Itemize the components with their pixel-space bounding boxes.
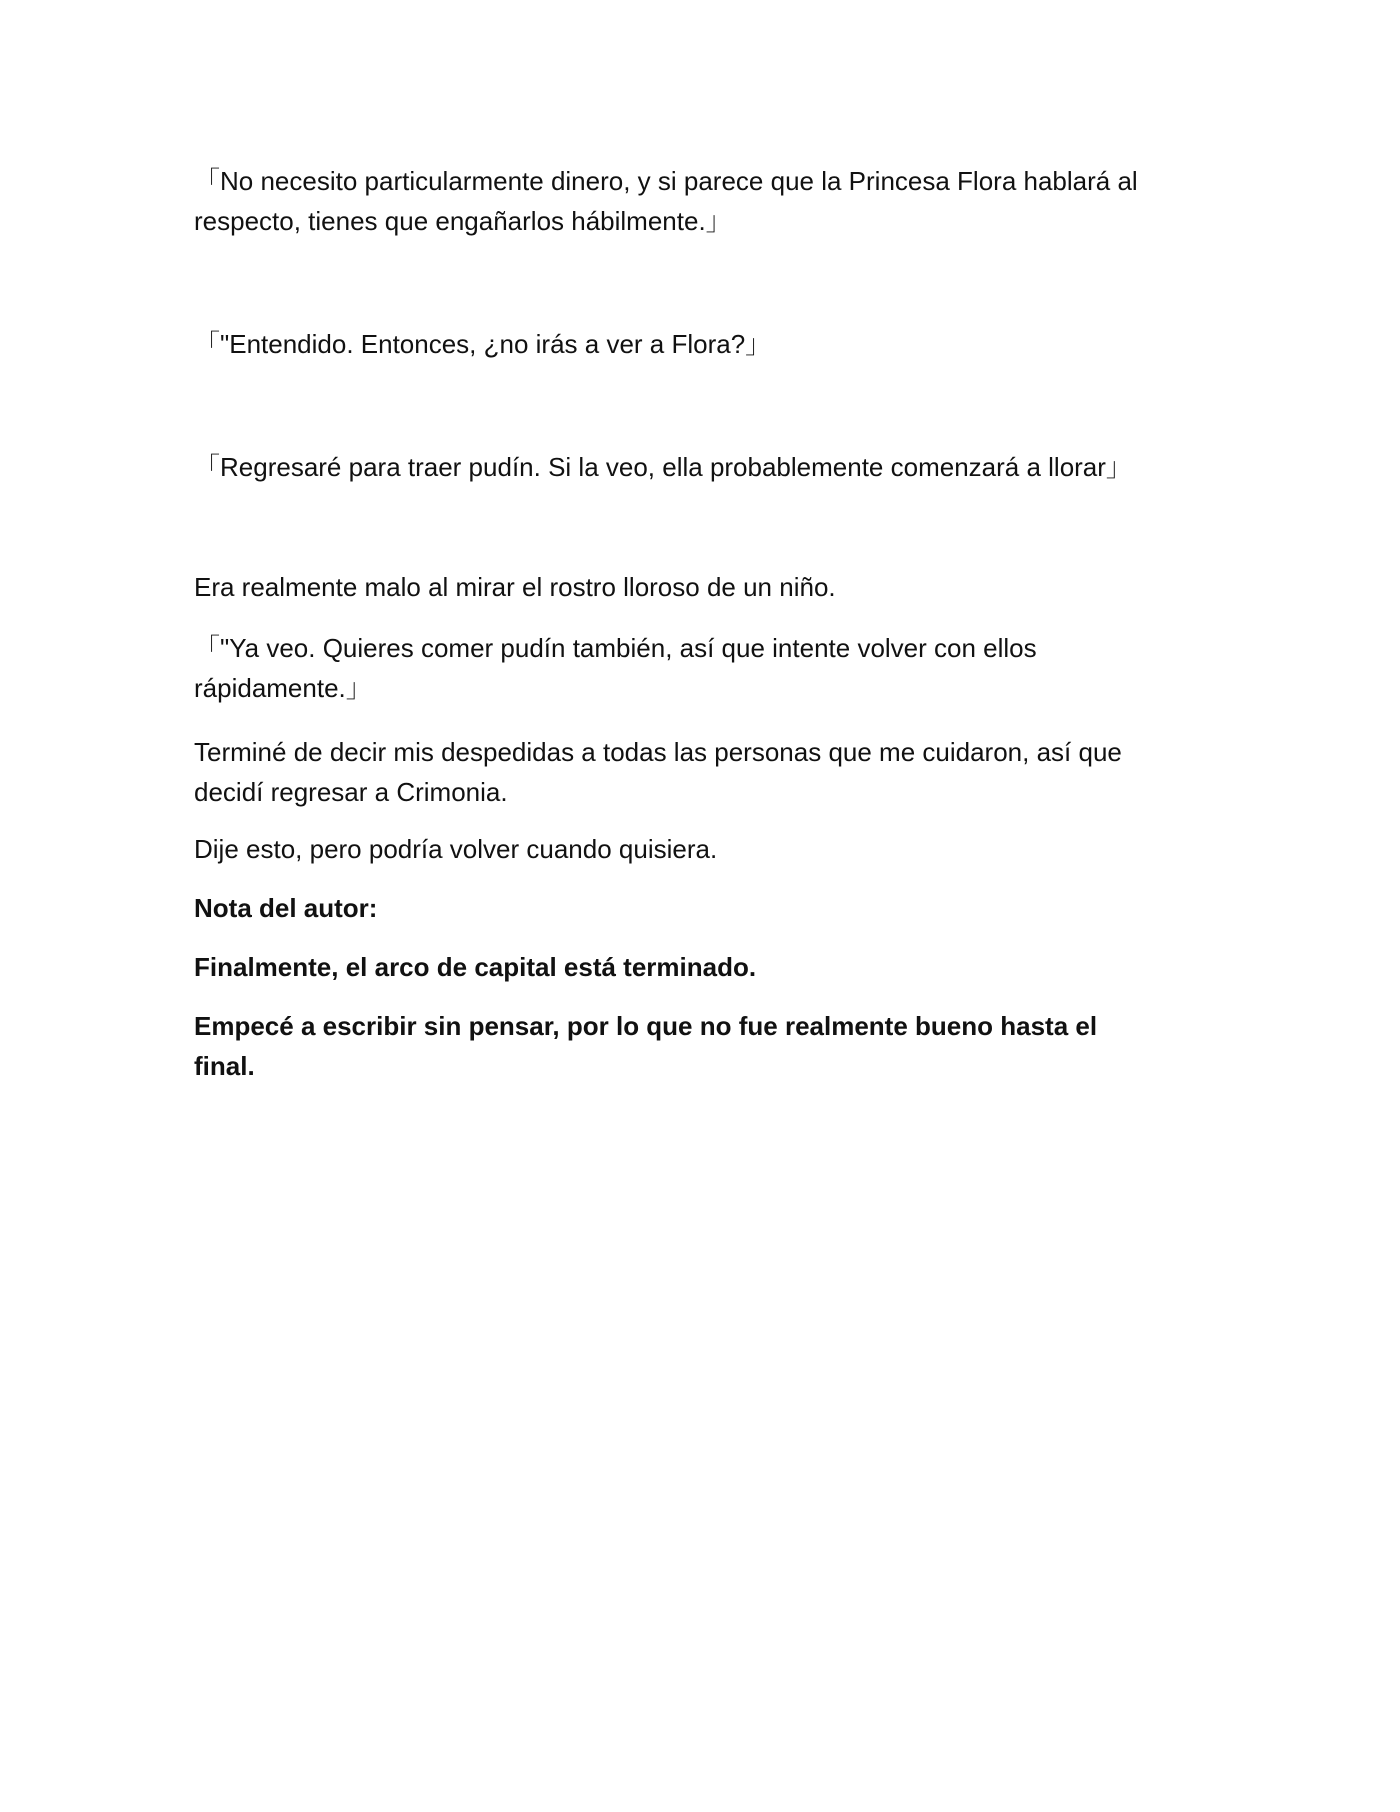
- text-line: 「No necesito particularmente dinero, y si parece que la Princesa Flora hablará al: [194, 166, 1138, 196]
- text-line: Dije esto, pero podría volver cuando quisiera.: [194, 834, 718, 864]
- text-line: 「"Ya veo. Quieres comer pudín también, así que intente volver con ellos: [194, 633, 1037, 663]
- text-line: final.: [194, 1051, 255, 1081]
- author-note-line-1: [194, 947, 1214, 987]
- text-line: 「"Entendido. Entonces, ¿no irás a ver a Flora?」: [194, 329, 772, 359]
- dialogue-paragraph-3: [194, 447, 1214, 487]
- author-note-heading: [194, 888, 1214, 928]
- narration-paragraph-3: [194, 829, 1214, 869]
- narration-paragraph-1: [194, 567, 1214, 607]
- text-line: Era realmente malo al mirar el rostro lloroso de un niño.: [194, 572, 836, 602]
- dialogue-paragraph-4: [194, 628, 1214, 708]
- text-line: Empecé a escribir sin pensar, por lo que no fue realmente bueno hasta el: [194, 1011, 1098, 1041]
- text-line: Nota del autor:: [194, 893, 378, 923]
- text-line: respecto, tienes que engañarlos hábilmente.」: [194, 206, 732, 236]
- text-line: 「Regresaré para traer pudín. Si la veo, ella probablemente comenzará a llorar」: [194, 452, 1132, 482]
- text-line: Finalmente, el arco de capital está terminado.: [194, 952, 757, 982]
- text-line: rápidamente.」: [194, 673, 372, 703]
- dialogue-paragraph-2: [194, 324, 1214, 364]
- author-note-line-2: [194, 1006, 1214, 1086]
- text-line: decidí regresar a Crimonia.: [194, 777, 508, 807]
- text-line: Terminé de decir mis despedidas a todas las personas que me cuidaron, así que: [194, 737, 1122, 767]
- narration-paragraph-2: [194, 732, 1214, 812]
- dialogue-paragraph-1: [194, 161, 1214, 241]
